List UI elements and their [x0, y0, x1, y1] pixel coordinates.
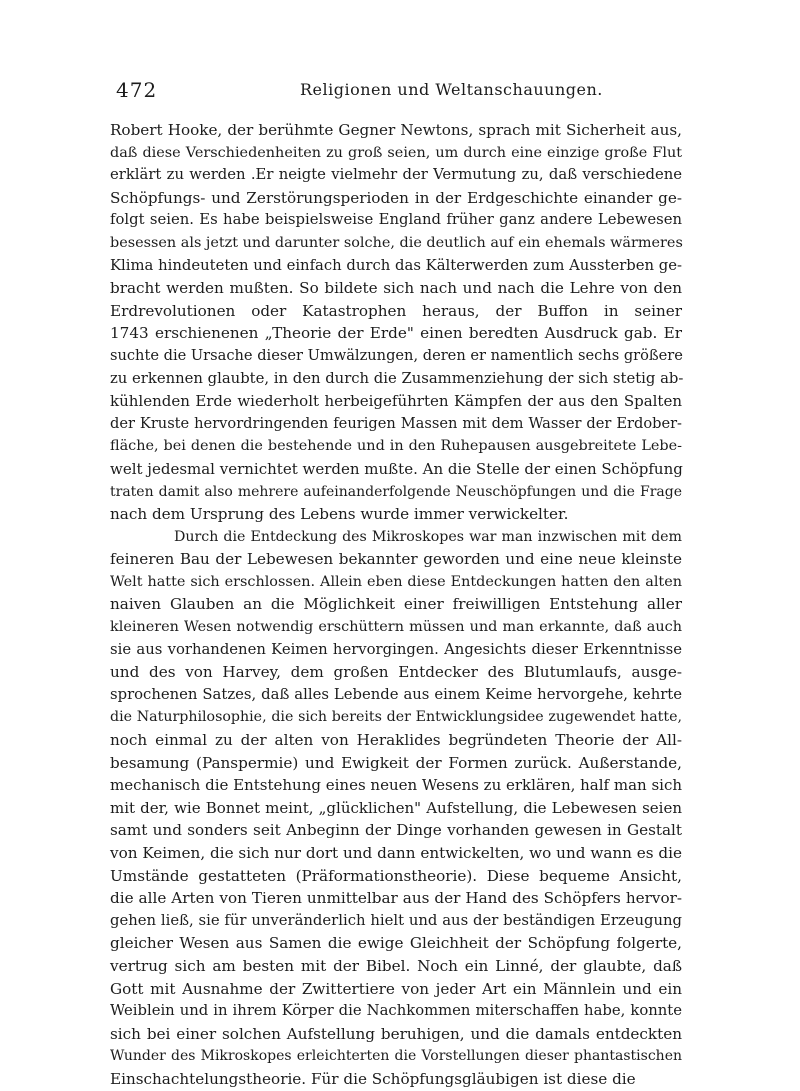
- text-line: erklärt zu werden .Er neigte vielmehr der Vermutung zu, daß verschiedene: [110, 166, 682, 184]
- text-line: daß diese Verschiedenheiten zu groß seien, um durch eine einzige große Flut: [110, 144, 682, 161]
- text-line: sich bei einer solchen Aufstellung beruhigen, und die damals entdeckten: [110, 1024, 682, 1043]
- text-line: die Naturphilosophie, die sich bereits der Entwicklungsidee zugewendet hatte,: [110, 709, 682, 726]
- text-line: Gott mit Ausnahme der Zwittertiere von jeder Art ein Männlein und ein: [110, 979, 682, 998]
- text-line: fläche, bei denen die bestehende und in den Ruhepausen ausgebreitete Lebe-: [110, 438, 682, 455]
- text-line: Erdrevolutionen oder Katastrophen heraus, der Buffon in seiner: [110, 301, 682, 320]
- text-line: kühlenden Erde wiederholt herbeigeführten Kämpfen der aus den Spalten: [110, 392, 682, 411]
- text-line: nach dem Ursprung des Lebens wurde immer verwickelter.: [110, 505, 569, 524]
- text-line: suchte die Ursache dieser Umwälzungen, deren er namentlich sechs größere: [110, 346, 683, 364]
- text-line: besamung (Panspermie) und Ewigkeit der Formen zurück. Außerstande,: [110, 753, 682, 772]
- text-line: bracht werden mußten. So bildete sich nach und nach die Lehre von den: [110, 279, 682, 298]
- page-number: 472: [116, 78, 158, 102]
- text-line: gleicher Wesen aus Samen die ewige Gleichheit der Schöpfung folgerte,: [110, 934, 682, 953]
- text-line: kleineren Wesen notwendig erschüttern müssen und man erkannte, daß auch: [110, 619, 682, 636]
- text-line: sie aus vorhandenen Keimen hervorgingen. Angesichts dieser Erkenntnisse: [110, 640, 682, 658]
- text-line: Wunder des Mikroskopes erleichterten die Vorstellungen dieser phantastischen: [110, 1048, 682, 1065]
- text-line: mit der, wie Bonnet meint, „glücklichen" Aufstellung, die Lebewesen seien: [110, 798, 682, 817]
- text-line: sprochenen Satzes, daß alles Lebende aus einem Keime hervorgehe, kehrte: [110, 685, 682, 703]
- text-line: noch einmal zu der alten von Heraklides begründeten Theorie der All-: [110, 731, 682, 750]
- text-line: naiven Glauben an die Möglichkeit einer freiwilligen Entstehung aller: [110, 595, 682, 614]
- text-line: folgt seien. Es habe beispielsweise England früher ganz andere Lebewesen: [110, 211, 682, 229]
- text-line: Klima hindeuteten und einfach durch das Kälterwerden zum Aussterben ge-: [110, 256, 682, 274]
- running-head: Religionen und Weltanschauungen.: [300, 80, 603, 99]
- text-line: traten damit also mehrere aufeinanderfolgende Neuschöpfungen und die Frage: [110, 483, 682, 500]
- paragraph: [110, 119, 682, 526]
- text-line: die alle Arten von Tieren unmittelbar aus der Hand des Schöpfers hervor-: [110, 889, 682, 908]
- paragraph: [110, 526, 682, 1091]
- text-line: Robert Hooke, der berühmte Gegner Newtons, sprach mit Sicherheit aus,: [110, 121, 682, 139]
- text-line: Welt hatte sich erschlossen. Allein eben diese Entdeckungen hatten den alten: [110, 573, 682, 590]
- text-line: Einschachtelungstheorie. Für die Schöpfungsgläubigen ist diese die: [110, 1069, 636, 1088]
- text-line: Umstände gestatteten (Präformationstheorie). Diese bequeme Ansicht,: [110, 866, 682, 885]
- body-text: [110, 119, 682, 1091]
- text-line: zu erkennen glaubte, in den durch die Zusammenziehung der sich stetig ab-: [110, 369, 684, 387]
- text-line: gehen ließ, sie für unveränderlich hielt und aus der beständigen Erzeugung: [110, 911, 682, 929]
- text-line: welt jedesmal vernichtet werden mußte. An die Stelle der einen Schöpfung: [110, 459, 683, 478]
- text-line: und des von Harvey, dem großen Entdecker des Blutumlaufs, ausge-: [110, 663, 682, 682]
- text-line: Schöpfungs- und Zerstörungsperioden in der Erdgeschichte einander ge-: [110, 188, 682, 207]
- text-line: feineren Bau der Lebewesen bekannter geworden und eine neue kleinste: [110, 550, 682, 569]
- text-line: 1743 erschienenen „Theorie der Erde" einen beredten Ausdruck gab. Er: [110, 324, 682, 343]
- text-line: von Keimen, die sich nur dort und dann entwickelten, wo und wann es die: [110, 844, 682, 862]
- text-line: samt und sonders seit Anbeginn der Dinge vorhanden gewesen in Gestalt: [110, 821, 682, 840]
- text-line: Durch die Entdeckung des Mikroskopes war man inzwischen mit dem: [174, 528, 682, 545]
- text-line: mechanisch die Entstehung eines neuen Wesens zu erklären, half man sich: [110, 776, 683, 795]
- text-line: besessen als jetzt und darunter solche, die deutlich auf ein ehemals wärmeres: [110, 234, 683, 251]
- text-line: vertrug sich am besten mit der Bibel. Noch ein Linné, der glaubte, daß: [110, 956, 682, 975]
- text-line: Weiblein und in ihrem Körper die Nachkommen miterschaffen habe, konnte: [110, 1002, 682, 1020]
- text-line: der Kruste hervordringenden feurigen Massen mit dem Wasser der Erdober-: [110, 414, 682, 432]
